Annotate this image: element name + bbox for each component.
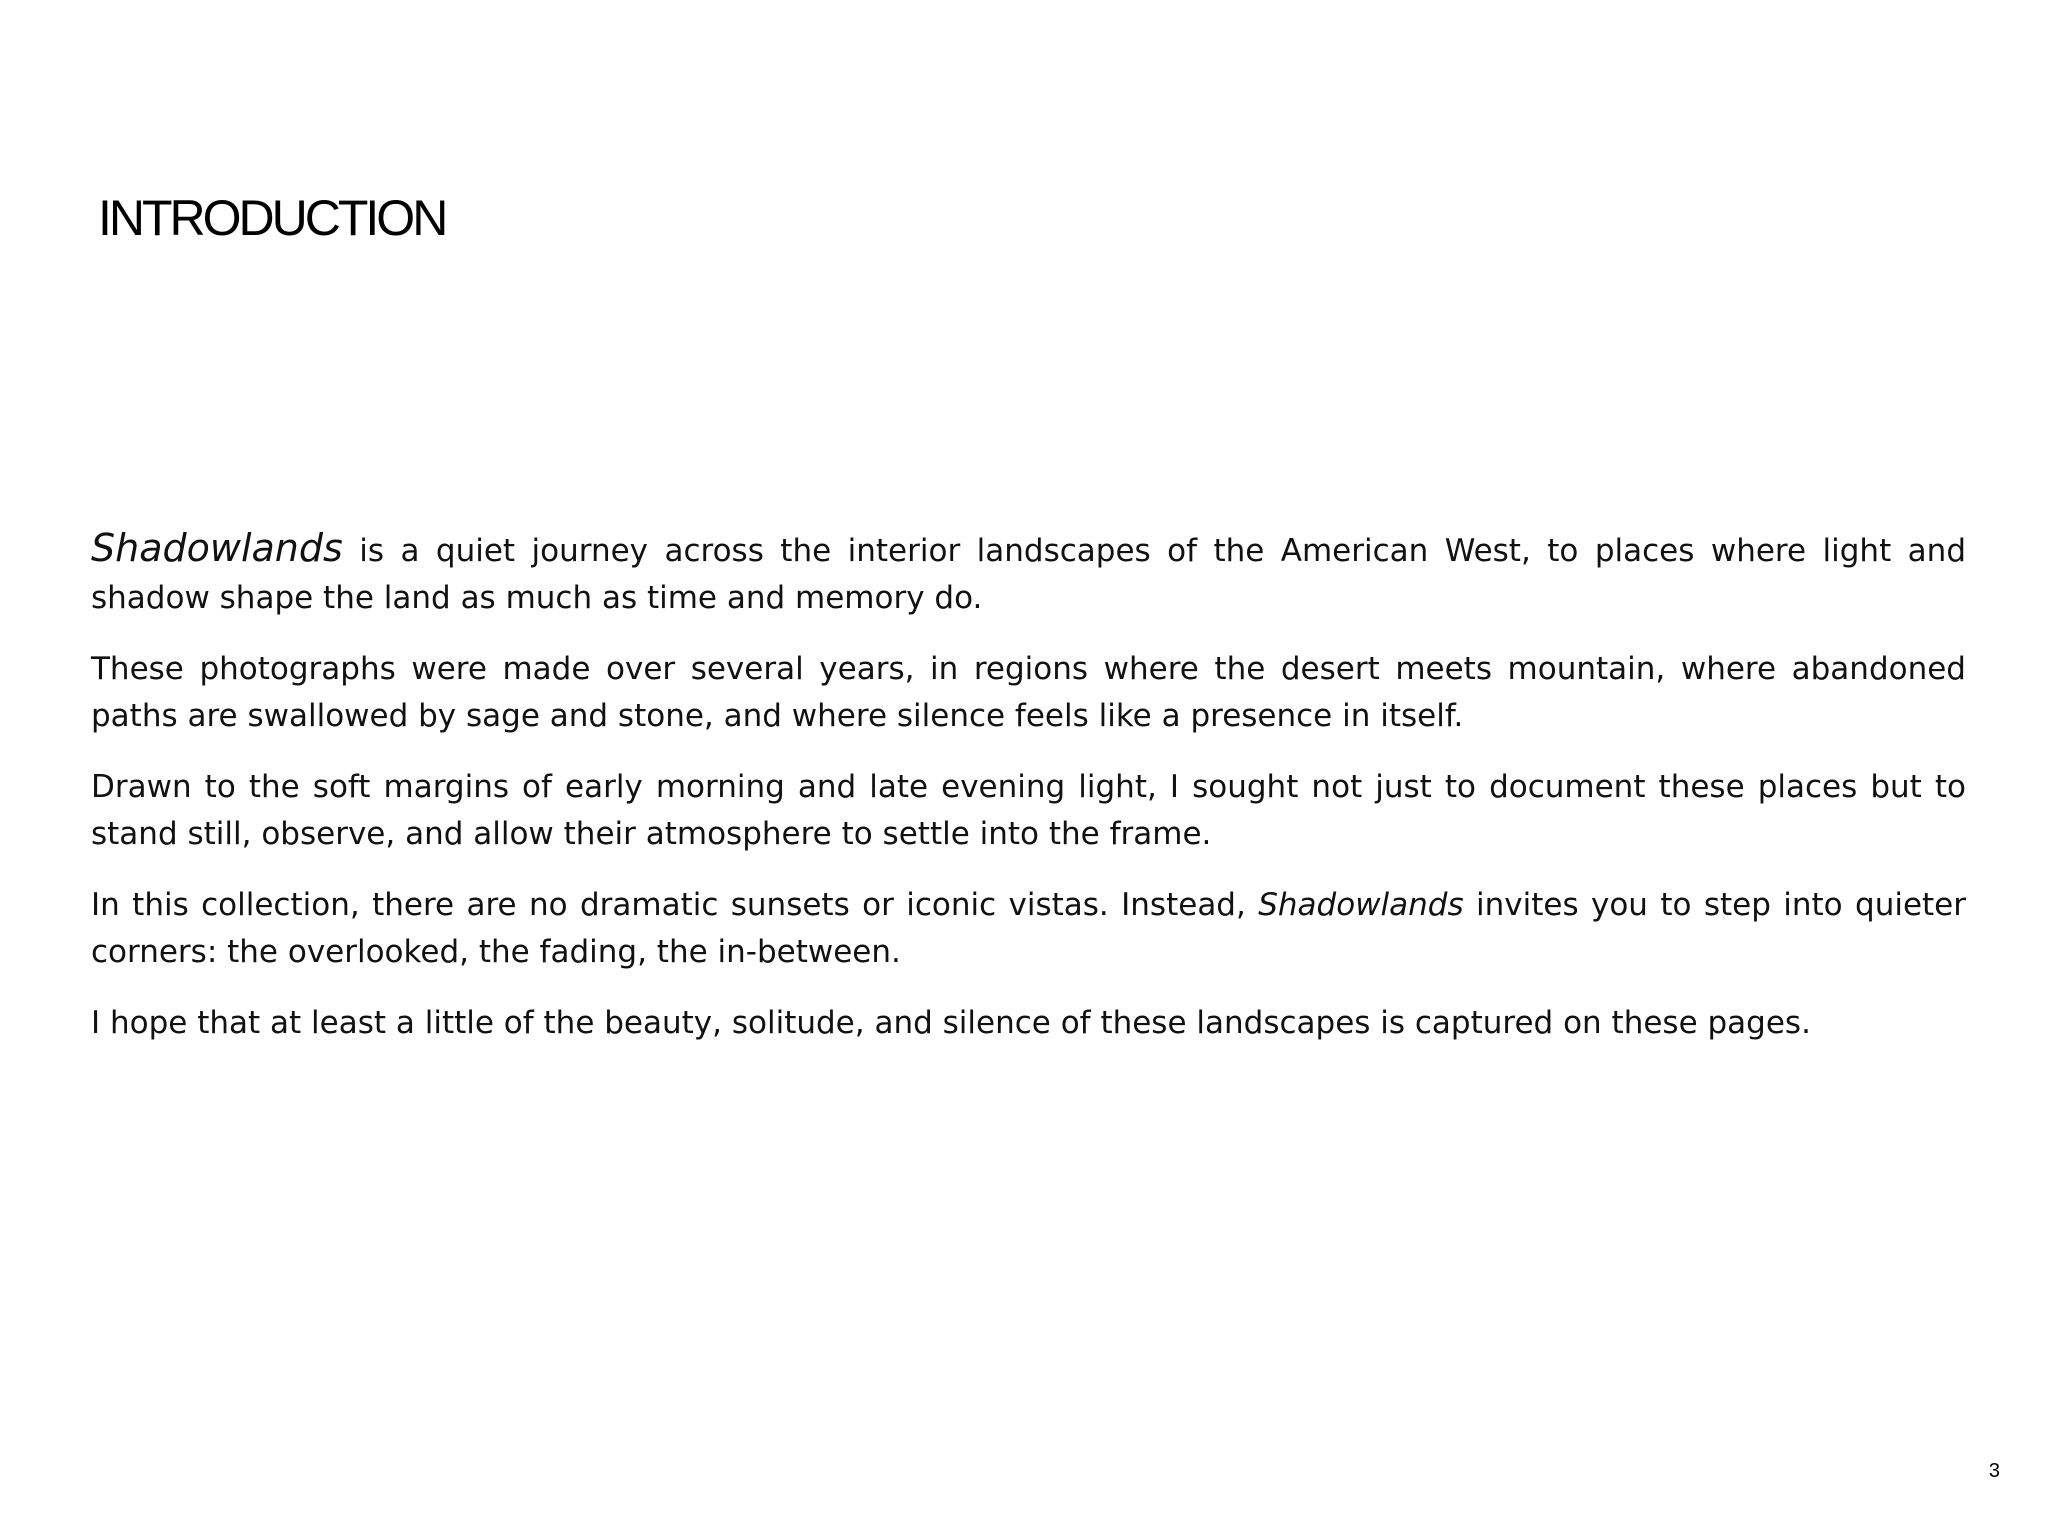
paragraph-1-text: is a quiet journey across the interior landscapes of the American West, to places where light and shadow shape the land as much as time and memory do. xyxy=(91,533,1966,616)
paragraph-4-text-after: invites you to step into quieter corners: the overlooked, the fading, the in-between. xyxy=(91,887,1966,970)
paragraph-4-text-before: In this collection, there are no dramatic sunsets or iconic vistas. Instead, xyxy=(91,887,1259,923)
book-title: Shadowlands xyxy=(91,526,343,570)
introduction-body xyxy=(91,525,1966,1071)
book-title: Shadowlands xyxy=(1258,887,1464,923)
paragraph-3: Drawn to the soft margins of early morning and late evening light, I sought not just to document these places but to stand still, observe, and allow their atmosphere to settle into the frame. xyxy=(91,769,1966,852)
paragraph-2: These photographs were made over several years, in regions where the desert meets mountain, where abandoned paths are swallowed by sage and stone, and where silence feels like a presence in itself. xyxy=(91,651,1966,734)
page-title: INTRODUCTION xyxy=(98,190,446,246)
page-number: 3 xyxy=(1988,1460,2000,1482)
paragraph-1 xyxy=(91,525,1966,622)
paragraph-4 xyxy=(91,882,1966,976)
paragraph-5: I hope that at least a little of the beauty, solitude, and silence of these landscapes is captured on these pages. xyxy=(91,1005,1811,1041)
